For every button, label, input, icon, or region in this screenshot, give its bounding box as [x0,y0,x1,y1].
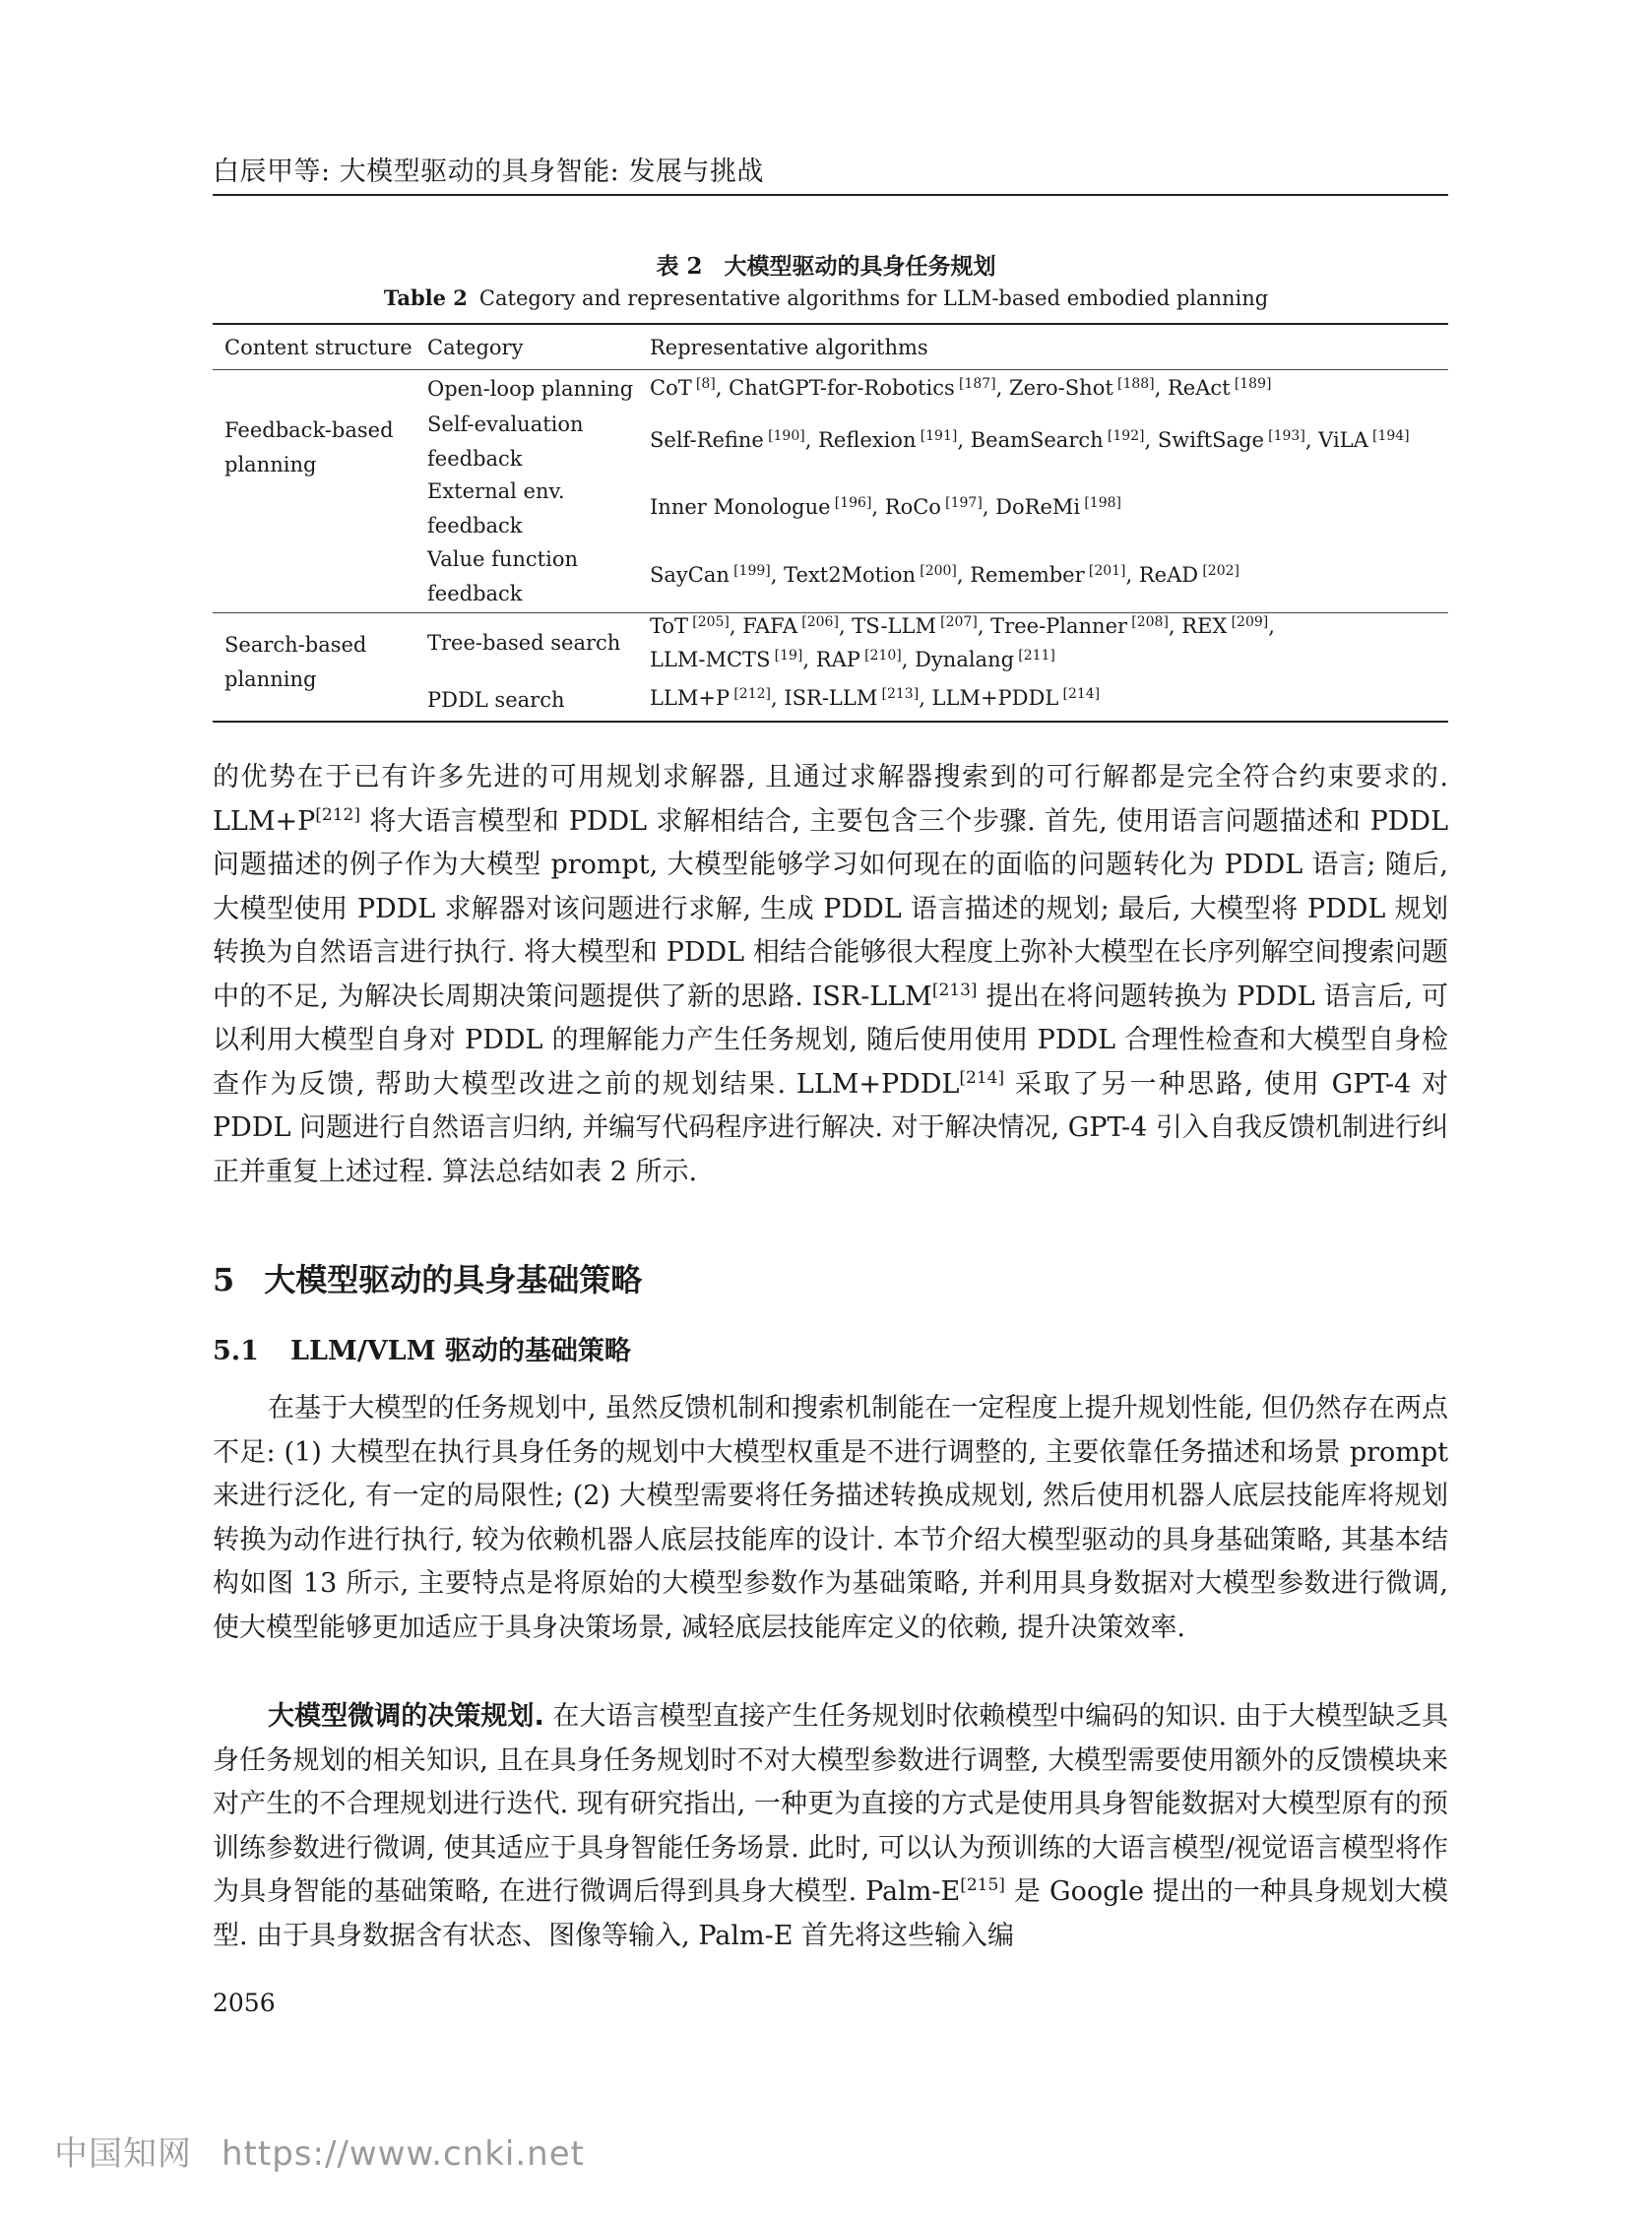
category-cell: Self-evaluation [427,412,584,436]
algorithm-citation: [214] [1062,686,1101,702]
algorithm-list: SayCan [199], Text2Motion [200], Remember [201], ReAD [202] [650,563,1239,587]
algorithm-name: ToT [650,614,689,638]
section-number: 5 [213,1261,235,1299]
algorithm-name: Text2Motion [784,563,917,587]
algorithm-name: TS-LLM [852,614,936,638]
category-cell: feedback [427,447,523,471]
algorithm-citation: [200] [920,563,957,579]
category-cell: feedback [427,514,523,538]
algorithm-name: Zero-Shot [1008,376,1113,400]
algorithm-name: Remember [970,563,1085,587]
subsection-heading [213,1329,631,1367]
algorithm-citation: [193] [1268,428,1305,444]
algorithm-citation: [198] [1084,495,1121,511]
table-bottom-rule [213,721,1448,723]
paragraph-pddl: 的优势在于已有许多先进的可用规划求解器, 且通过求解器搜索到的可行解都是完全符合约束要求的. LLM+P[212] 将大语言模型和 PDDL 求解相结合, 主要包含三个步骤. 首先, 使用语言问题描述和 PDDL 问题描述的例子作为大模型 prompt, 大模型能够学习如何现在的面临的问题转化为 PDDL 语言; 随后, 大模型使用 PDDL 求解器对该问题进行求解, 生成 PDDL 语言描述的规划; 最后, 大模型将 PDDL 规划转换为自然语言进行执行. 将大模型和 PDDL 相结合能够很大程度上弥补大模型在长序列解空间搜索问题中的不足, 为解决长周期决策问题提供了新的思路. ISR-LLM[213] 提出在将问题转换为 PDDL 语言后, 可以利用大模型自身对 PDDL 的理解能力产生任务规划, 随后使用使用 PDDL 合理性检查和大模型自身检查作为反馈, 帮助大模型改进之前的规划结果. LLM+PDDL[214] 采取了另一种思路, 使用 GPT-4 对 PDDL 问题进行自然语言归纳, 并编写代码程序进行解决. 对于解决情况, GPT-4 引入自我反馈机制进行纠正并重复上述过程. 算法总结如表 2 所示. [213,762,1449,1187]
algorithm-name: RoCo [884,495,941,519]
algorithm-name: SayCan [650,563,730,587]
algorithm-name: LLM-MCTS [650,648,771,671]
paragraph-foundation-policy: 在基于大模型的任务规划中, 虽然反馈机制和搜索机制能在一定程度上提升规划性能, 但仍然存在两点不足: (1) 大模型在执行具身任务的规划中大模型权重是不进行调整的, 主要依靠任务描述和场景 prompt 来进行泛化, 有一定的局限性; (2) 大模型需要将任务描述转换成规划, 然后使用机器人底层技能库将规划转换为动作进行执行, 较为依赖机器人底层技能库的设计. 本节介绍大模型驱动的具身基础策略, 其基本结构如图 13 所示, 主要特点是将原始的大模型参数作为基础策略, 并利用具身数据对大模型参数进行微调, 使大模型能够更加适应于具身决策场景, 减轻底层技能库定义的依赖, 提升决策效率. [213,1393,1448,1643]
algorithm-name: BeamSearch [970,428,1104,452]
header-rule [213,194,1448,196]
algorithm-citation: [212] [733,686,771,702]
algorithm-name: DoReMi [995,495,1081,519]
cnki-watermark [54,2126,585,2175]
table-caption-cn [0,248,1652,281]
algorithm-list: Self-Refine [190], Reflexion [191], BeamSearch [192], SwiftSage [193], ViLA [194] [650,428,1410,452]
algorithm-name: ReAD [1138,563,1199,587]
algorithm-citation: [211] [1018,648,1055,664]
algorithm-list: ToT [205], FAFA [206], TS-LLM [207], Tree-Planner [208], REX [209], [650,614,1275,638]
category-cell: feedback [427,582,523,605]
algorithm-citation: [189] [1234,376,1272,392]
algorithm-citation: [191] [920,428,958,444]
category-cell: External env. [427,479,565,503]
algorithm-citation: [8] [695,376,716,392]
table-label-cn: 表 2 [656,253,703,280]
algorithm-list: Inner Monologue [196], RoCo [197], DoReMi [198] [650,495,1121,519]
section-heading [213,1255,642,1300]
structure-cell: Search-based [224,633,367,657]
category-cell: Tree-based search [427,631,621,655]
algorithm-name: LLM+PDDL [931,686,1059,710]
running-header: 白辰甲等: 大模型驱动的具身智能: 发展与挑战 [213,157,764,187]
algorithm-name: Reflexion [818,428,917,452]
subsection-title: LLM/VLM 驱动的基础策略 [289,1336,631,1366]
paragraph-finetuning: 大模型微调的决策规划. 在大语言模型直接产生任务规划时依赖模型中编码的知识. 由于大模型缺乏具身任务规划的相关知识, 且在具身任务规划时不对大模型参数进行调整, 大模型需要使用额外的反馈模块来对产生的不合理规划进行迭代. 现有研究指出, 一种更为直接的方式是使用具身智能数据对大模型原有的预训练参数进行微调, 使其适应于具身智能任务场景. 此时, 可以认为预训练的大语言模型/视觉语言模型将作为具身智能的基础策略, 在进行微调后得到具身大模型. Palm-E[215] 是 Google 提出的一种具身规划大模型. 由于具身数据含有状态、图像等输入, Palm-E 首先将这些输入编 [213,1701,1448,1951]
algorithm-citation: [199] [733,563,771,579]
watermark-url: https://www.cnki.net [222,2134,585,2174]
algorithm-citation: [208] [1131,614,1169,630]
algorithm-list: CoT [8], ChatGPT-for-Robotics [187], Zero-Shot [188], ReAct [189] [650,376,1272,400]
algorithm-citation: [192] [1107,428,1145,444]
citation: [212] [315,804,361,825]
category-cell: PDDL search [427,688,565,712]
watermark-brand: 中国知网 [54,2134,192,2174]
table-header-rule [213,369,1448,370]
algorithm-name: RAP [815,648,860,671]
citation: [214] [959,1067,1005,1088]
algorithm-citation: [187] [958,376,996,392]
algorithm-name: Inner Monologue [650,495,831,519]
algorithm-citation: [202] [1202,563,1239,579]
algorithm-name: ChatGPT-for-Robotics [729,376,955,400]
algorithm-name: Dynalang [915,648,1015,671]
algorithm-citation: [19] [774,648,803,664]
category-cell: Value function [427,547,579,571]
structure-cell: planning [224,453,317,476]
table-header-cell: Category [427,336,524,359]
table-top-rule [213,323,1448,325]
algorithm-list: LLM-MCTS [19], RAP [210], Dynalang [211] [650,648,1055,671]
algorithm-citation: [197] [945,495,983,511]
table-header-cell: Representative algorithms [650,336,928,359]
paragraph-lead: 大模型微调的决策规划. [268,1701,544,1732]
page-number: 2056 [213,1989,276,2017]
algorithm-citation: [213] [881,686,920,702]
algorithm-citation: [194] [1372,428,1410,444]
algorithm-name: ReAct [1168,376,1231,400]
algorithm-name: Tree-Planner [990,614,1128,638]
algorithm-name: ISR-LLM [784,686,878,710]
algorithm-name: REX [1181,614,1228,638]
algorithm-citation: [196] [834,495,872,511]
algorithm-citation: [209] [1231,614,1269,630]
algorithm-name: LLM+P [650,686,731,710]
section-title: 大模型驱动的具身基础策略 [264,1261,643,1299]
algorithm-name: Self-Refine [650,428,764,452]
subsection-number: 5.1 [213,1336,259,1366]
algorithm-name: ViLA [1318,428,1368,452]
category-cell: Open-loop planning [427,377,634,401]
algorithm-citation: [188] [1116,376,1155,392]
algorithm-citation: [190] [768,428,805,444]
algorithm-citation: [210] [864,648,902,664]
algorithm-name: SwiftSage [1157,428,1264,452]
table-label-en: Table 2 [383,285,468,310]
table-title-cn-text: 大模型驱动的具身任务规划 [724,253,996,280]
citation: [213] [931,980,978,1000]
table-title-en-text: Category and representative algorithms for LLM-based embodied planning [478,286,1269,310]
citation: [215] [960,1875,1005,1895]
algorithm-name: CoT [650,376,692,400]
structure-cell: Feedback-based [224,418,394,442]
algorithm-list: LLM+P [212], ISR-LLM [213], LLM+PDDL [214] [650,686,1101,710]
algorithm-citation: [206] [801,614,839,630]
algorithm-citation: [201] [1088,563,1126,579]
algorithm-name: FAFA [742,614,798,638]
structure-cell: planning [224,667,317,691]
algorithm-citation: [205] [692,614,730,630]
table-caption-en [0,285,1652,310]
algorithm-citation: [207] [940,614,978,630]
table-header-cell: Content structure [224,336,413,359]
